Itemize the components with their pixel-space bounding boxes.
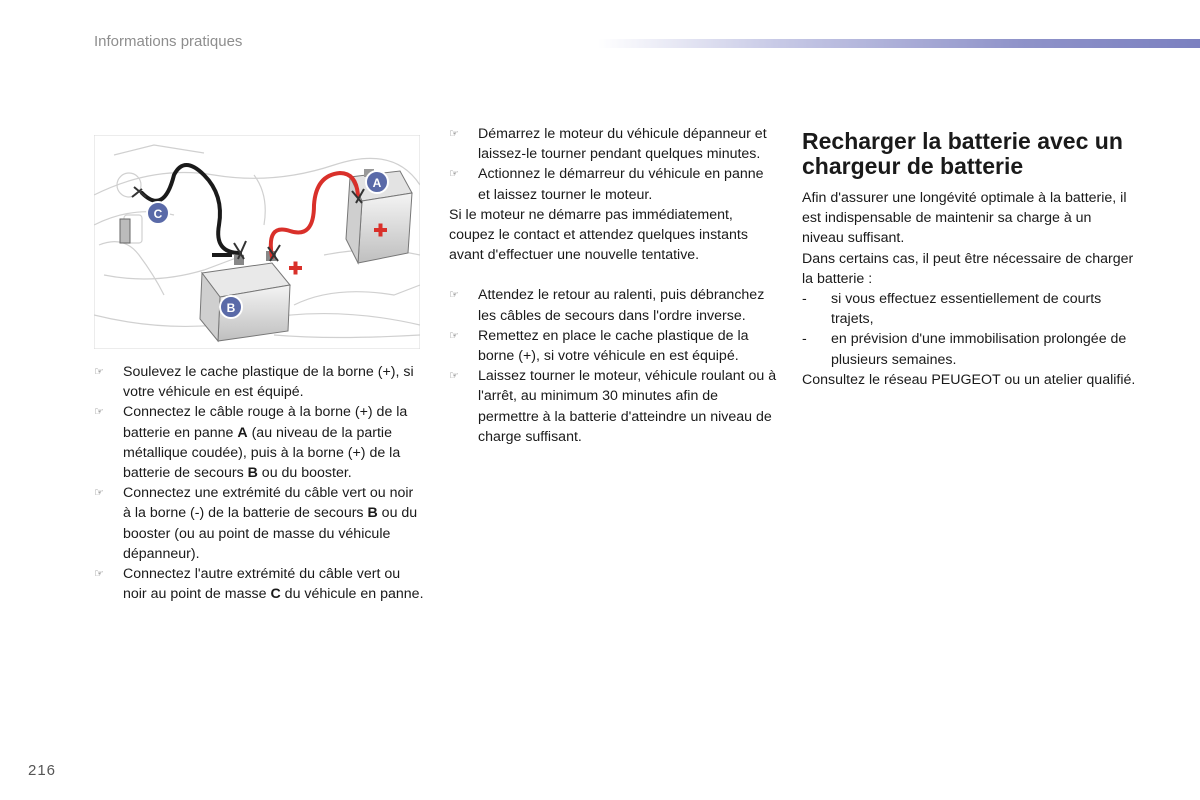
mid-step-1 — [449, 124, 779, 164]
right-dash-item-2-text: en prévision d'une immobilisation prolongée de plusieurs semaines. — [831, 331, 1127, 368]
pointing-hand-icon: ☞ — [94, 487, 104, 500]
mid-step-1-text: Démarrez le moteur du véhicule dépanneur et laissez-le tourner pendant quelques minutes. — [478, 126, 767, 163]
right-paragraph-2: Dans certains cas, il peut être nécessaire de charger la batterie : — [802, 250, 1134, 287]
callout-b-label: B — [226, 301, 236, 315]
callout-a-label: A — [372, 176, 382, 190]
mid-step-5-text: Laissez tourner le moteur, véhicule roulant ou à l'arrêt, au minimum 30 minutes afin de permettre à la batterie d'atteindre un niveau de charge suffisant. — [478, 368, 777, 445]
mid-step-4-text: Remettez en place le cache plastique de la borne (+), si votre véhicule en est équipé. — [478, 327, 749, 365]
right-paragraph-3: Consultez le réseau PEUGEOT ou un atelier qualifié. — [802, 371, 1136, 388]
mid-step-2-text: Actionnez le démarreur du véhicule en panne et laissez tourner le moteur. — [478, 166, 764, 203]
right-dash-item-1-text: si vous effectuez essentiellement de courts trajets, — [831, 291, 1102, 328]
dash-marker: - — [802, 291, 807, 308]
callout-c-badge — [147, 202, 169, 224]
pointing-hand-icon: ☞ — [94, 366, 104, 378]
engine-bay-drawing — [94, 135, 420, 349]
pointing-hand-icon: ☞ — [94, 406, 104, 419]
left-step-2-text-a: Connectez le câble rouge à la borne (+) de la batterie en panne — [123, 404, 408, 441]
mid-note: Si le moteur ne démarre pas immédiatement, coupez le contact et attendez quelques instants avant d'effectuer une nouvelle tentative. — [449, 206, 748, 264]
left-step-3-text-a: Connectez une extrémité du câble vert ou noir à la borne (-) de la batterie de secours — [123, 485, 414, 522]
spacer — [449, 265, 779, 285]
left-step-2-ref-b: B — [247, 465, 258, 482]
left-step-2-text-b: (au niveau de la partie métallique coudée), puis à la borne (+) de la batterie de secours — [123, 424, 401, 482]
callout-c-label: C — [153, 207, 163, 221]
mid-step-5 — [449, 366, 779, 447]
pointing-hand-icon: ☞ — [449, 168, 459, 181]
right-paragraph-1: Afin d'assurer une longévité optimale à la batterie, il est indispensable de maintenir sa charge à un niveau suffisant. — [802, 190, 1127, 247]
minus-sign-icon — [212, 253, 232, 257]
mid-step-3-text: Attendez le retour au ralenti, puis débranchez les câbles de secours dans l'ordre inverse. — [478, 287, 765, 324]
left-step-4-text-b: du véhicule en panne. — [280, 586, 424, 603]
middle-column — [449, 124, 779, 447]
mid-step-2 — [449, 164, 779, 204]
pointing-hand-icon: ☞ — [449, 370, 459, 383]
jump-start-illustration — [94, 135, 420, 349]
right-column — [802, 188, 1137, 390]
pointing-hand-icon: ☞ — [449, 128, 459, 140]
pointing-hand-icon: ☞ — [94, 568, 104, 581]
left-step-4-ref-c: C — [270, 586, 281, 603]
left-step-1 — [94, 362, 424, 402]
header-accent-bar — [598, 39, 1200, 48]
callout-b-badge — [220, 296, 242, 318]
left-step-4-text-a: Connectez l'autre extrémité du câble vert ou noir au point de masse — [123, 566, 401, 603]
mid-step-4 — [449, 326, 779, 366]
header-section-label: Informations pratiques — [94, 33, 243, 50]
left-step-4 — [94, 564, 424, 604]
pointing-hand-icon: ☞ — [449, 329, 459, 342]
left-step-2-ref-a: A — [237, 424, 248, 441]
mid-step-3 — [449, 285, 779, 325]
dash-marker: - — [802, 331, 807, 348]
left-step-3-ref-b: B — [367, 505, 378, 522]
right-dash-item-1 — [802, 289, 1137, 329]
left-step-3-text-b: ou du booster (ou au point de masse du véhicule dépanneur). — [123, 505, 418, 562]
right-dash-item-2 — [802, 329, 1137, 369]
left-step-2-text-c: ou du booster. — [257, 465, 352, 482]
section-title: Recharger la batterie avec un chargeur de batterie — [802, 128, 1123, 179]
pointing-hand-icon: ☞ — [449, 289, 459, 302]
left-step-1-text: Soulevez le cache plastique de la borne (+), si votre véhicule en est équipé. — [123, 364, 414, 401]
left-step-2 — [94, 402, 424, 483]
left-column — [94, 362, 424, 604]
callout-a-badge — [366, 171, 388, 193]
left-step-3 — [94, 483, 424, 564]
page-number: 216 — [28, 762, 57, 779]
